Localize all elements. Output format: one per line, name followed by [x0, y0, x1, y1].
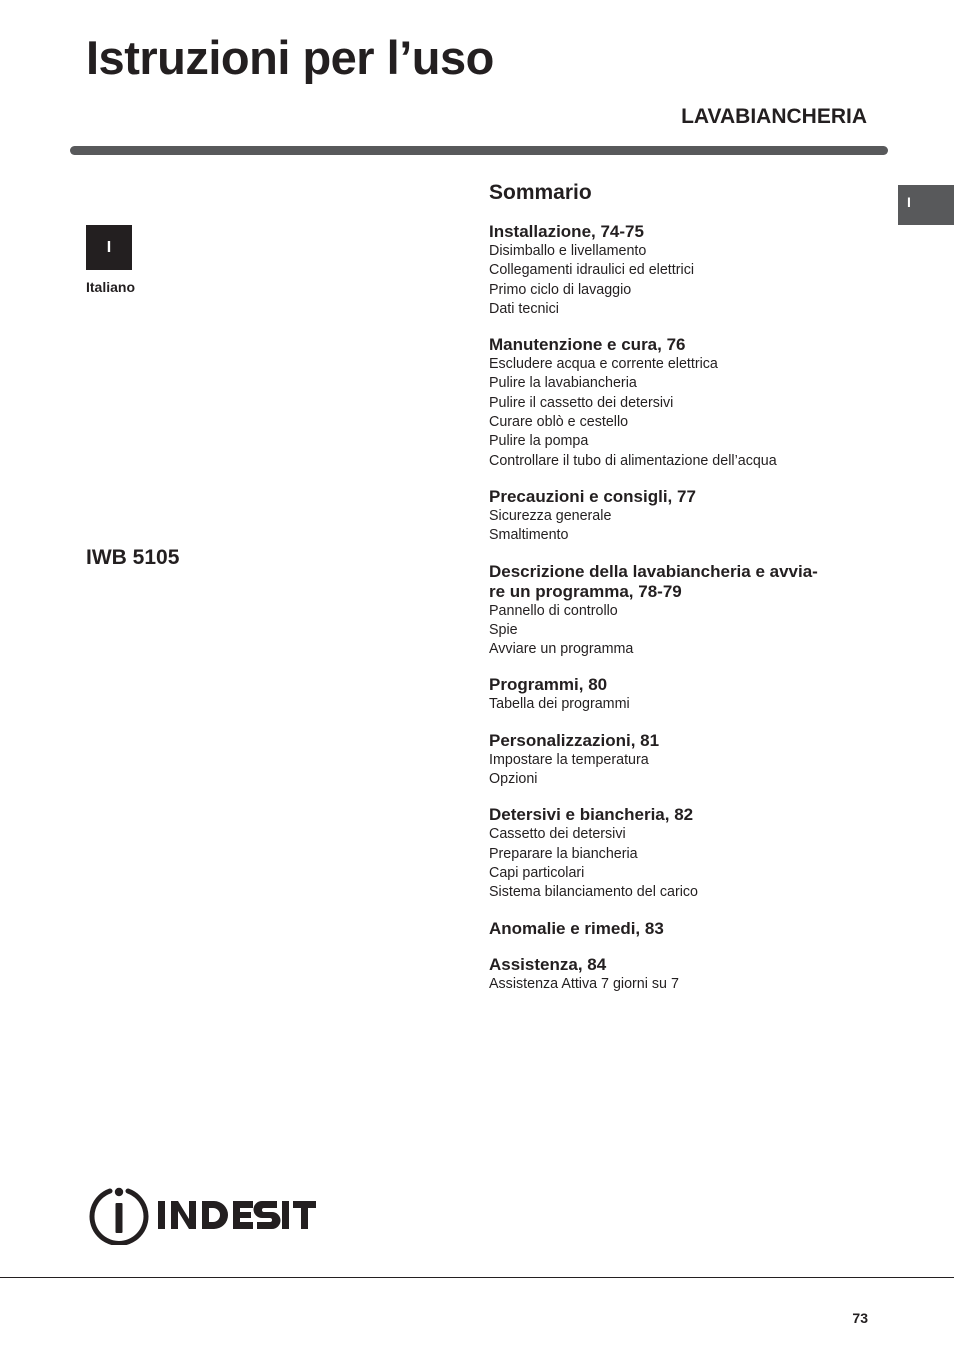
indesit-logo	[88, 1183, 320, 1245]
toc-item: Cassetto dei detersivi	[489, 826, 626, 843]
toc-item: Preparare la biancheria	[489, 845, 638, 862]
toc-item: Pulire la pompa	[489, 433, 589, 450]
toc-section	[489, 562, 889, 660]
toc-item: Sicurezza generale	[489, 507, 612, 524]
toc-section-title: Descrizione della lavabiancheria e avvia-	[489, 561, 818, 581]
toc-item: Pannello di controllo	[489, 602, 618, 619]
toc-heading: Sommario	[489, 181, 592, 204]
model-number: IWB 5105	[86, 546, 180, 569]
toc-section-title: Installazione, 74-75	[489, 222, 644, 241]
header-divider-bar	[70, 146, 888, 155]
table-of-contents	[489, 180, 889, 1010]
toc-item: Disimballo e livellamento	[489, 243, 647, 259]
toc-item: Pulire la lavabiancheria	[489, 375, 637, 392]
toc-section-title: re un programma, 78-79	[489, 581, 682, 601]
toc-item: Capi particolari	[489, 864, 585, 881]
toc-item: Pulire il cassetto dei detersivi	[489, 394, 674, 411]
toc-section-title: Personalizzazioni, 81	[489, 730, 660, 750]
toc-section	[489, 222, 889, 319]
product-type: LAVABIANCHERIA	[681, 105, 867, 128]
toc-section-title: Precauzioni e consigli, 77	[489, 486, 696, 506]
toc-item: Dati tecnici	[489, 300, 559, 317]
language-label: Italiano	[86, 279, 136, 295]
toc-section	[489, 487, 889, 546]
toc-item: Impostare la temperatura	[489, 751, 649, 768]
page-title: Istruzioni per l’uso	[86, 31, 494, 84]
toc-item: Collegamenti idraulici ed elettrici	[489, 262, 695, 279]
toc-section-title: Programmi, 80	[489, 675, 608, 695]
toc-section-title: Manutenzione e cura, 76	[489, 335, 686, 355]
footer-divider	[0, 1277, 954, 1278]
page-number: 73	[852, 1310, 868, 1326]
toc-item: Sistema bilanciamento del carico	[489, 884, 698, 901]
toc-item: Opzioni	[489, 771, 538, 788]
toc-section	[489, 731, 889, 790]
language-code-badge: I	[86, 225, 132, 270]
toc-item: Escludere acqua e corrente elettrica	[489, 356, 718, 373]
toc-item: Tabella dei programmi	[489, 696, 630, 713]
toc-section	[489, 955, 889, 994]
toc-section	[489, 919, 889, 939]
toc-sections	[489, 222, 889, 994]
indesit-logo-icon	[88, 1183, 320, 1245]
toc-section-title: Assistenza, 84	[489, 954, 607, 974]
toc-item: Primo ciclo di lavaggio	[489, 281, 632, 298]
toc-section	[489, 805, 889, 902]
toc-item: Spie	[489, 621, 518, 638]
toc-item: Curare oblò e cestello	[489, 414, 629, 431]
toc-item: Smaltimento	[489, 527, 569, 544]
toc-section	[489, 675, 889, 714]
toc-section	[489, 335, 889, 471]
language-side-tab: I	[898, 185, 954, 225]
toc-item: Avviare un programma	[489, 641, 634, 658]
toc-item: Controllare il tubo di alimentazione dell’acqua	[489, 452, 777, 469]
toc-section-title: Anomalie e rimedi, 83	[489, 918, 664, 938]
toc-section-title: Detersivi e biancheria, 82	[489, 805, 694, 825]
toc-item: Assistenza Attiva 7 giorni su 7	[489, 975, 679, 992]
